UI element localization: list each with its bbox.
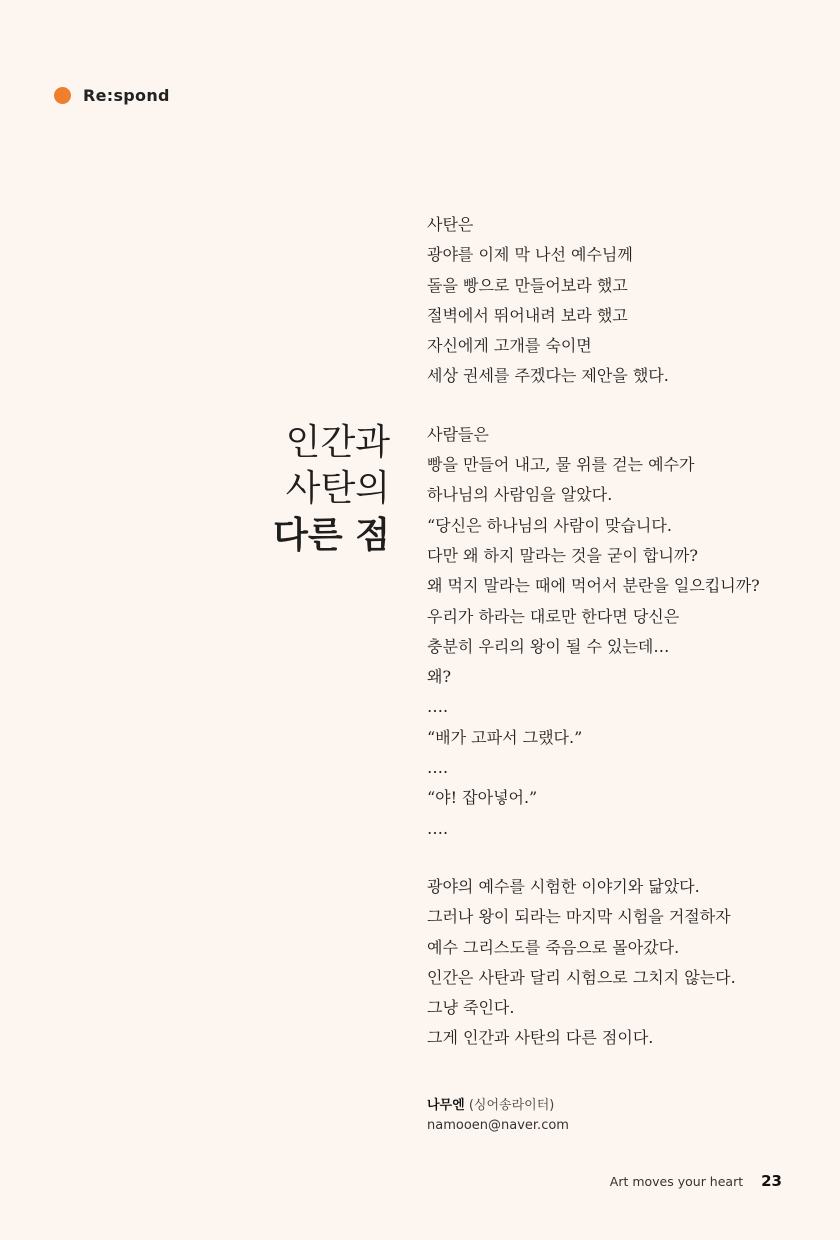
author-name: 나무엔 [427,1098,465,1113]
poem-line: …. [427,697,449,717]
author-role: (싱어송라이터) [468,1098,555,1113]
poem-body [427,210,827,1082]
section-label: Re:spond [83,86,170,105]
poem-line: 충분히 우리의 왕이 될 수 있는데… [427,636,670,656]
poem-line: 사람들은 [427,424,489,444]
poem-line: 예수 그리스도를 죽음으로 몰아갔다. [427,937,680,957]
poem-line: “배가 고파서 그랬다.” [427,727,583,747]
poem-line: …. [427,818,449,838]
poem-line: 절벽에서 뛰어내려 보라 했고 [427,305,628,325]
title-line-3: 다른 점 [273,514,390,556]
poem-line: 우리가 하라는 대로만 한다면 당신은 [427,606,680,626]
poem-line: 사탄은 [427,215,474,234]
section-header [54,86,170,105]
poem-line: 인간은 사탄과 달리 시험으로 그치지 않는다. [427,967,736,987]
poem-line: 왜? [427,667,452,687]
author-email: namooen@naver.com [427,1118,569,1133]
poem-stanza [427,420,827,844]
poem-line: “당신은 하나님의 사람이 맞습니다. [427,515,672,535]
poem-line: 빵을 만들어 내고, 물 위를 걷는 예수가 [427,455,695,475]
author-credit [427,1096,569,1136]
poem-line: 돌을 빵으로 만들어보라 했고 [427,275,628,295]
poem-line: “야! 잡아넣어.” [427,788,538,808]
page-number: 23 [761,1172,782,1190]
poem-line: 왜 먹지 말라는 때에 먹어서 분란을 일으킵니까? [427,576,760,596]
poem-line: 하나님의 사람임을 알았다. [427,485,613,505]
poem-line: 세상 권세를 주겠다는 제안을 했다. [427,366,669,386]
poem-line: 광야를 이제 막 나선 예수님께 [427,245,633,265]
poem-stanza [427,872,827,1054]
poem-line: 그냥 죽인다. [427,998,515,1018]
poem-line: 광야의 예수를 시험한 이야기와 닮았다. [427,876,700,896]
poem-stanza [427,210,827,392]
poem-line: 자신에게 고개를 숙이면 [427,336,592,356]
poem-line: 다만 왜 하지 말라는 것을 굳이 합니까? [427,545,698,565]
article-title [273,420,390,558]
title-line-1: 인간과 [285,422,390,463]
title-line-2: 사탄의 [285,468,390,509]
footer-tagline: Art moves your heart [609,1174,744,1189]
section-dot-icon [54,87,71,104]
page-footer [610,1172,782,1190]
poem-line: 그러나 왕이 되라는 마지막 시험을 거절하자 [427,907,731,927]
poem-line: 그게 인간과 사탄의 다른 점이다. [427,1028,654,1048]
poem-line: …. [427,758,449,778]
